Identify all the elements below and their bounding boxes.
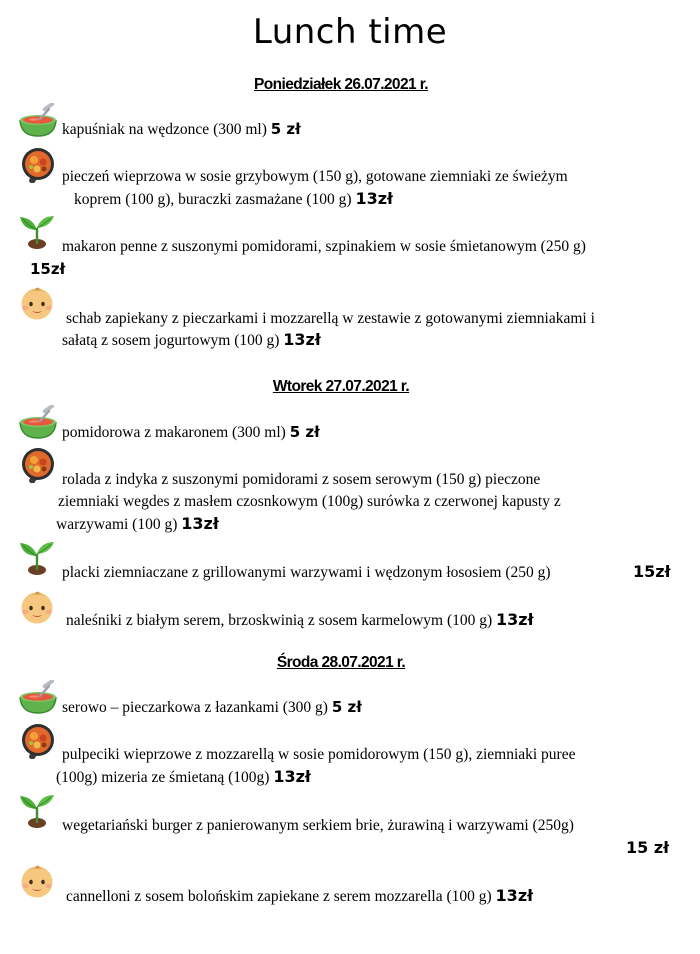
- dish-description: serowo – pieczarkowa z łazankami (300 g): [62, 699, 332, 716]
- pan-dish-icon: [17, 447, 57, 483]
- baby-face-icon: [17, 285, 57, 321]
- dish-description: warzywami (100 g): [56, 516, 182, 533]
- page-title: Lunch time: [252, 12, 448, 52]
- pan-dish-icon: [17, 147, 57, 183]
- dish-price: 13zł: [496, 610, 534, 629]
- soup-bowl-icon: [18, 103, 58, 139]
- dish-description: placki ziemniaczane z grillowanymi warzywami i wędzonym łososiem (250 g): [62, 564, 551, 581]
- dish-description: pieczeń wieprzowa w sosie grzybowym (150 g), gotowane ziemniaki ze świeżym: [62, 168, 568, 185]
- dish-description: kapuśniak na wędzonce (300 ml): [62, 121, 271, 138]
- dish-description: cannelloni z sosem bolońskim zapiekane z serem mozzarella (100 g): [66, 888, 496, 905]
- dish-description: koprem (100 g), buraczki zasmażane (100 g): [74, 191, 356, 208]
- dish-description: (100g) mizeria ze śmietaną (100g): [56, 769, 274, 786]
- dish-description: pomidorowa z makaronem (300 ml): [62, 424, 290, 441]
- baby-face-icon: [17, 589, 57, 625]
- dish-description: naleśniki z białym serem, brzoskwinią z sosem karmelowym (100 g): [66, 612, 497, 629]
- dish-description: sałatą z sosem jogurtowym (100 g): [62, 332, 284, 349]
- dish-description: schab zapiekany z pieczarkami i mozzarellą w zestawie z gotowanymi ziemniakami i: [66, 310, 595, 327]
- dish-price: 5 zł: [331, 698, 362, 716]
- seedling-icon: [17, 213, 57, 249]
- dish-price: 13zł: [273, 767, 311, 786]
- soup-bowl-icon: [18, 405, 58, 441]
- seedling-icon: [17, 792, 57, 828]
- dish-price: 15zł: [633, 562, 671, 581]
- dish-description: makaron penne z suszonymi pomidorami, szpinakiem w sosie śmietanowym (250 g): [62, 238, 586, 255]
- dish-price: 13zł: [495, 886, 534, 905]
- dish-description: pulpeciki wieprzowe z mozzarellą w sosie pomidorowym (150 g), ziemniaki puree: [62, 746, 576, 763]
- dish-price: 13zł: [355, 189, 393, 208]
- dish-price: 15 zł: [626, 838, 670, 857]
- baby-face-icon: [17, 863, 57, 899]
- dish-description: rolada z indyka z suszonymi pomidorami z sosem serowym (150 g) pieczone: [62, 471, 541, 488]
- dish-price: 5 zł: [270, 120, 301, 138]
- day-heading-monday: Poniedziałek 26.07.2021 r.: [254, 76, 428, 93]
- dish-description: ziemniaki wegdes z masłem czosnkowym (100g) surówka z czerwonej kapusty z: [58, 493, 561, 510]
- dish-description: wegetariański burger z panierowanym serkiem brie, żurawiną i warzywami (250g): [62, 817, 574, 834]
- day-heading-wednesday: Środa 28.07.2021 r.: [276, 654, 406, 671]
- seedling-icon: [17, 539, 57, 575]
- day-heading-tuesday: Wtorek 27.07.2021 r.: [272, 378, 410, 395]
- dish-price: 13zł: [181, 514, 219, 533]
- pan-dish-icon: [17, 723, 57, 759]
- dish-price: 13zł: [283, 330, 321, 349]
- dish-price: 15zł: [30, 260, 66, 278]
- dish-price: 5 zł: [289, 423, 320, 441]
- soup-bowl-icon: [18, 680, 58, 716]
